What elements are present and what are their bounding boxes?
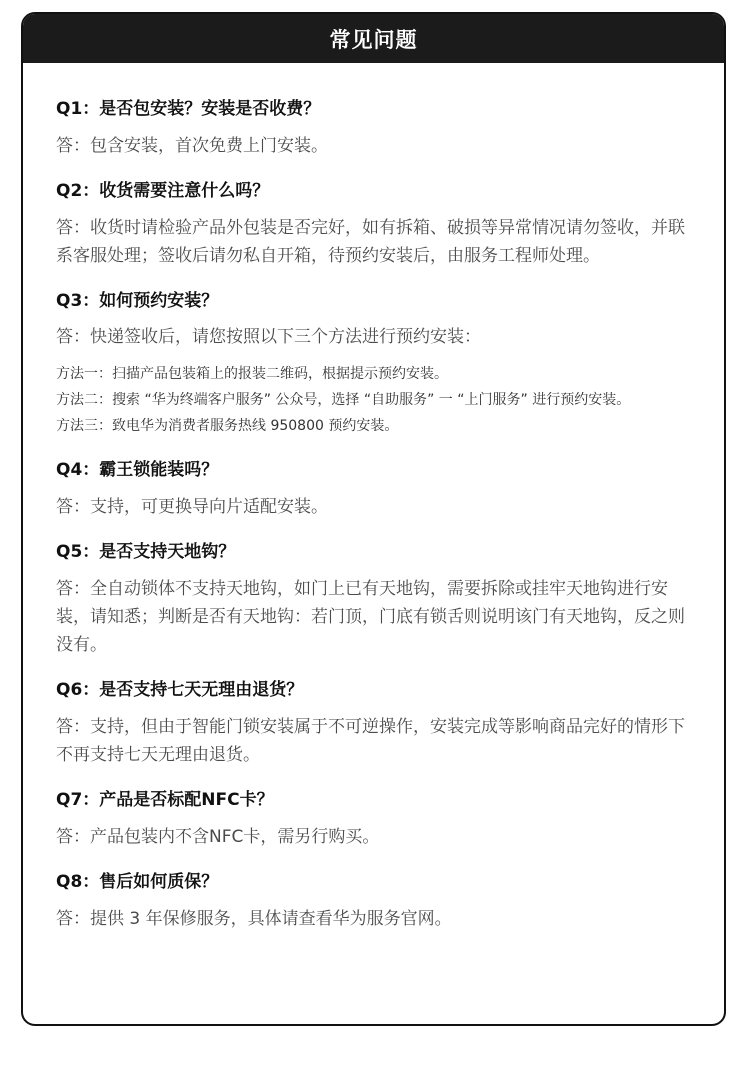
- faq-question: Q7：产品是否标配NFC卡？: [56, 790, 274, 810]
- faq-item: [56, 540, 724, 659]
- faq-answer: 答：提供 3 年保修服务，具体请查看华为服务官网。: [56, 909, 452, 929]
- method-list: [56, 361, 724, 439]
- faq-item: [56, 179, 724, 270]
- faq-answer: 答：支持，但由于智能门锁安装属于不可逆操作，安装完成等影响商品完好的情形下不再支持七天无理由退货。: [56, 717, 685, 765]
- faq-list: [23, 97, 724, 933]
- faq-question: Q4：霸王锁能装吗？: [56, 460, 219, 480]
- page-title: 常见问题: [329, 27, 418, 52]
- faq-answer: 答：快递签收后，请您按照以下三个方法进行预约安装：: [56, 327, 481, 347]
- method-item: 方法三：致电华为消费者服务热线 950800 预约安装。: [56, 418, 399, 434]
- faq-item: [56, 458, 724, 521]
- faq-question: Q5：是否支持天地钩？: [56, 542, 236, 562]
- faq-answer: 答：全自动锁体不支持天地钩，如门上已有天地钩，需要拆除或挂牢天地钩进行安装，请知悉；判断是否有天地钩：若门顶，门底有锁舌则说明该门有天地钩，反之则没有。: [56, 579, 685, 655]
- faq-answer: 答：产品包装内不含NFC卡，需另行购买。: [56, 827, 380, 847]
- faq-item: [56, 678, 724, 769]
- faq-item: [56, 97, 724, 160]
- faq-item: [56, 870, 724, 933]
- method-item: 方法二：搜索 “华为终端客户服务” 公众号，选择 “自助服务” 一 “上门服务” 进行预约安装。: [56, 392, 631, 408]
- faq-header: [23, 14, 724, 63]
- faq-question: Q6：是否支持七天无理由退货？: [56, 680, 304, 700]
- faq-question: Q8：售后如何质保？: [56, 872, 219, 892]
- method-item: 方法一：扫描产品包装箱上的报装二维码，根据提示预约安装。: [56, 366, 448, 382]
- faq-item: [56, 788, 724, 851]
- faq-question: Q1：是否包安装？安装是否收费？: [56, 99, 321, 119]
- faq-answer: 答：支持，可更换导向片适配安装。: [56, 497, 328, 517]
- faq-card: [21, 12, 726, 1026]
- faq-answer: 答：收货时请检验产品外包装是否完好，如有拆箱、破损等异常情况请勿签收，并联系客服处理；签收后请勿私自开箱，待预约安装后，由服务工程师处理。: [56, 218, 685, 266]
- faq-answer: 答：包含安装，首次免费上门安装。: [56, 136, 328, 156]
- faq-question: Q3：如何预约安装？: [56, 291, 219, 311]
- faq-item: [56, 289, 724, 439]
- faq-question: Q2：收货需要注意什么吗？: [56, 181, 270, 201]
